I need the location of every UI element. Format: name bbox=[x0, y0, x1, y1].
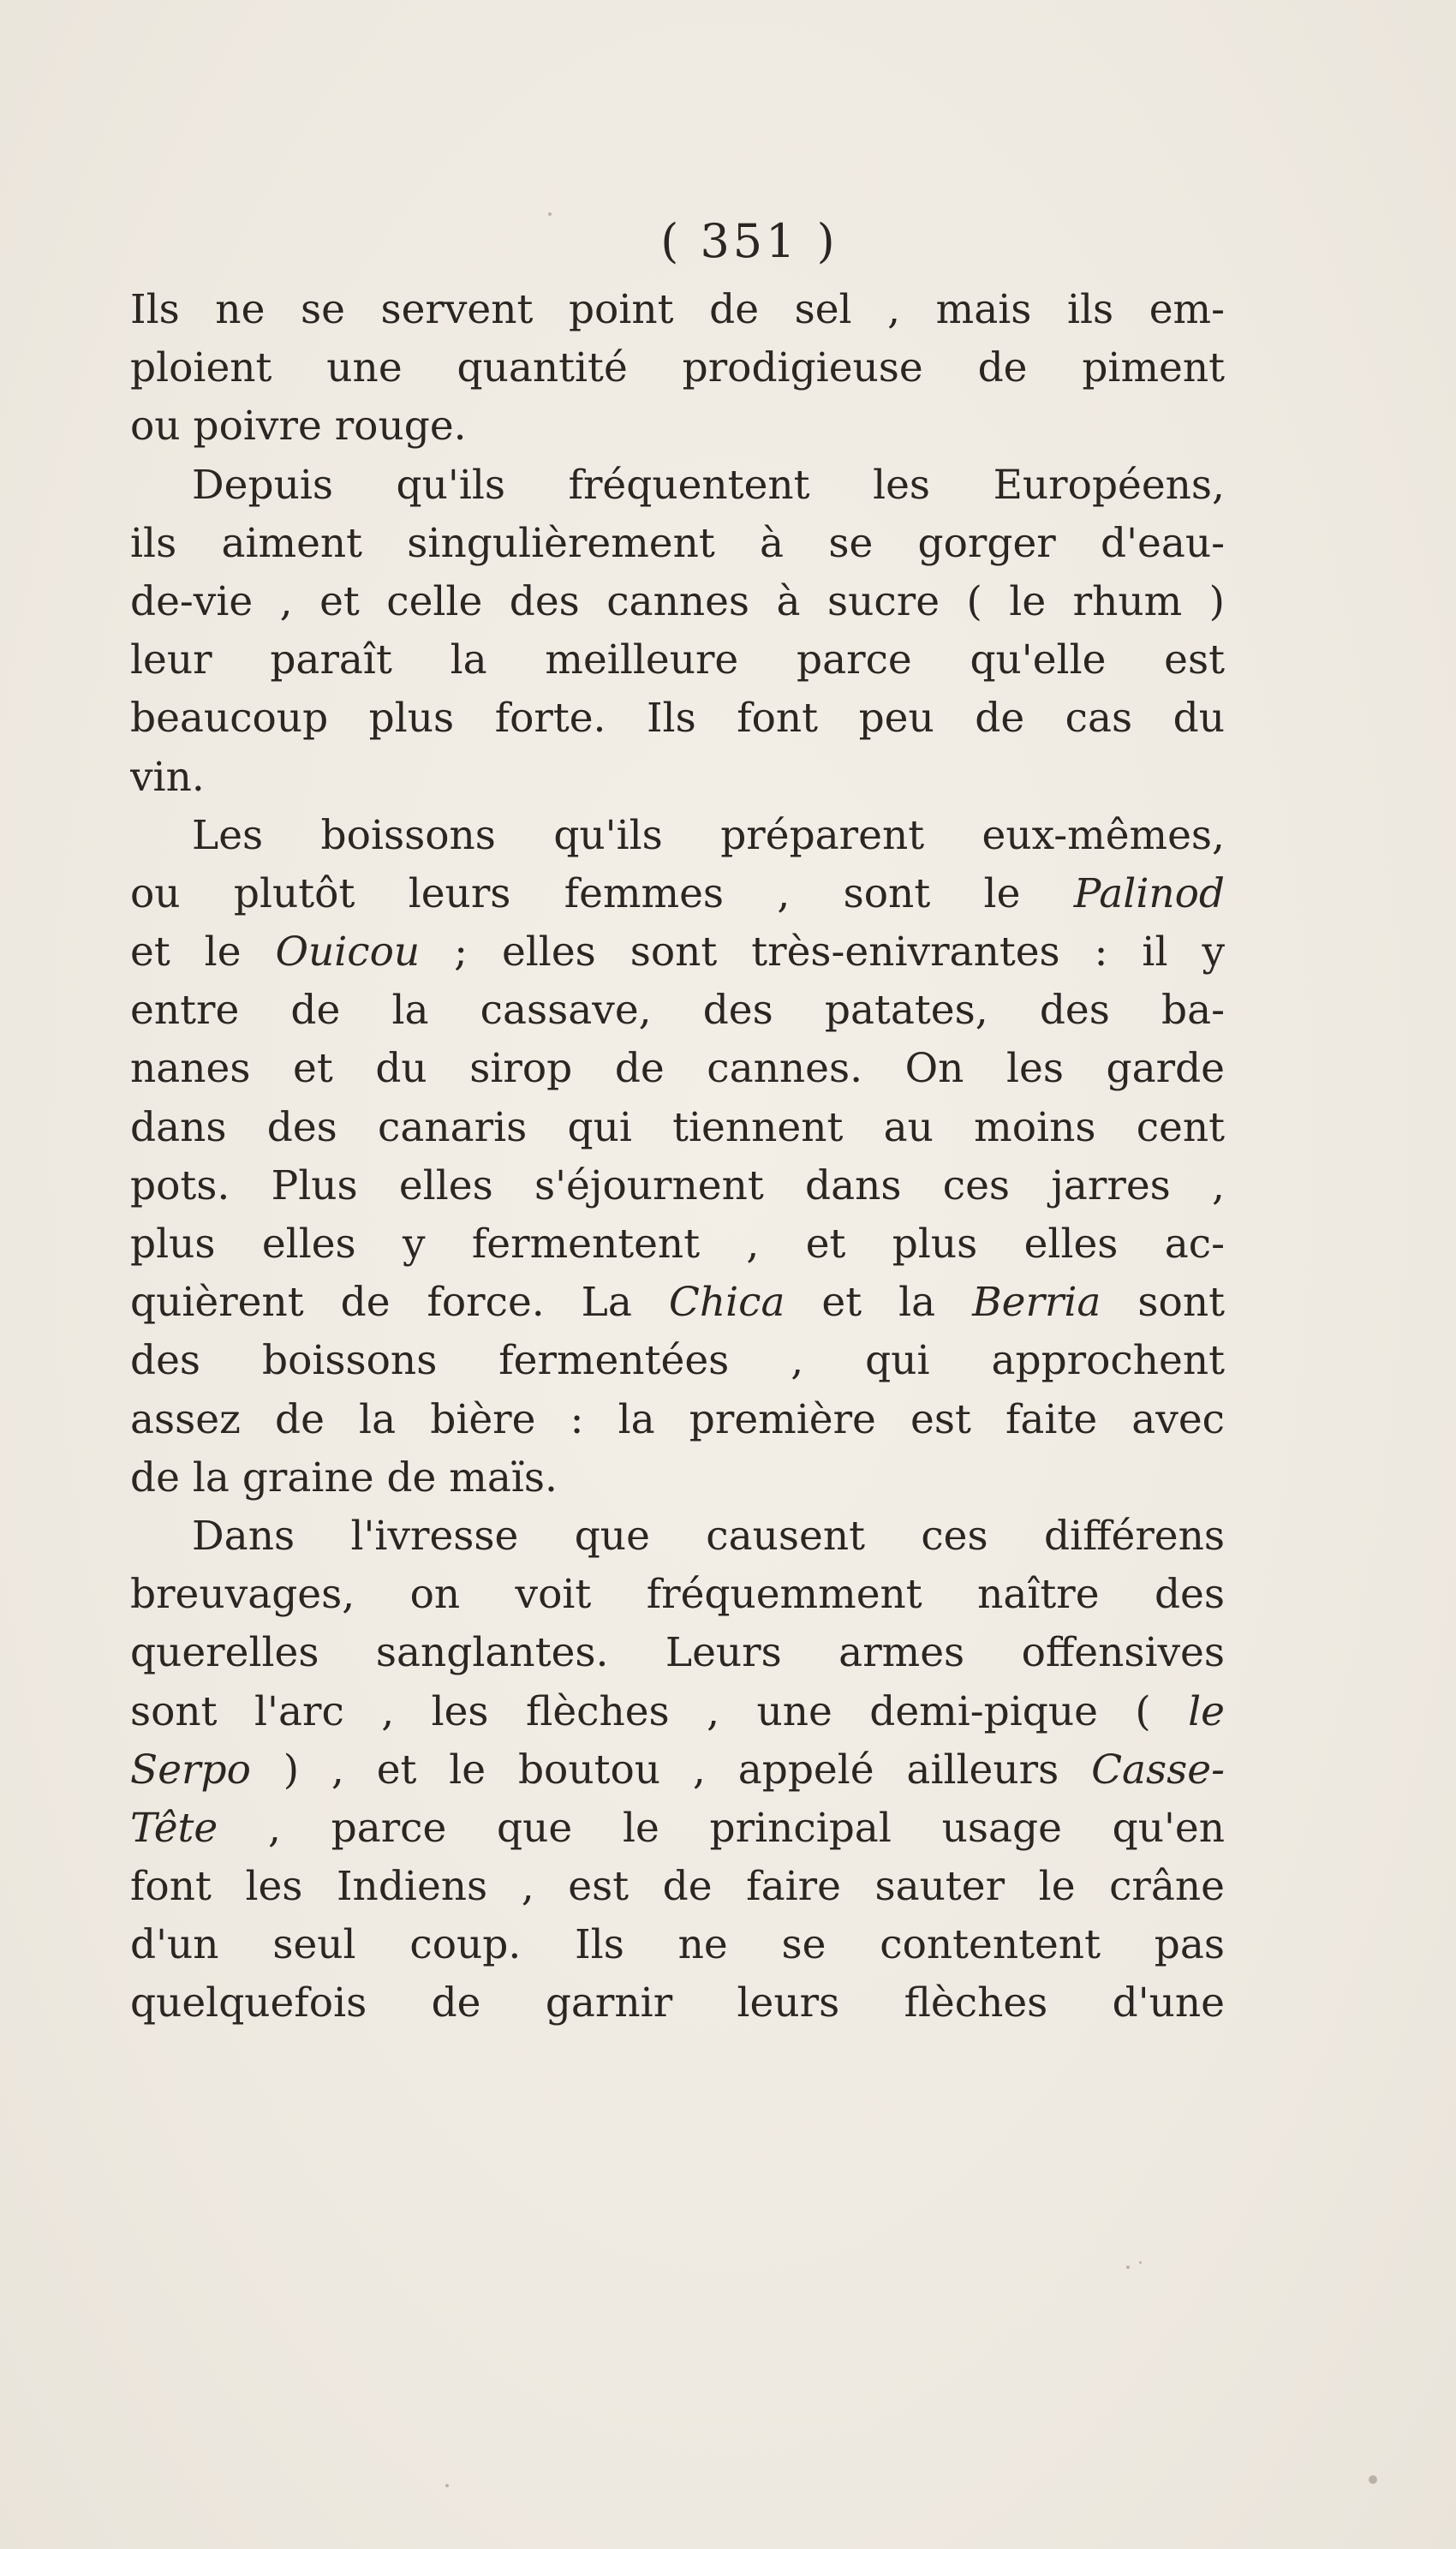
text-line: leur paraît la meilleure parce qu'elle est bbox=[130, 636, 1225, 684]
text-run: ou plutôt leurs femmes , sont le bbox=[130, 869, 1074, 917]
text-line bbox=[130, 923, 1225, 982]
text-line: beaucoup plus forte. Ils font peu de cas du bbox=[130, 695, 1225, 743]
text-line: entre de la cassave, des patates, des ba- bbox=[130, 987, 1225, 1035]
italic-term-tete: Tête bbox=[130, 1804, 218, 1852]
text-line: de la graine de maïs. bbox=[130, 1454, 558, 1501]
paper-speck bbox=[548, 212, 552, 216]
paper-speck bbox=[445, 2484, 449, 2487]
page-number: ( 351 ) bbox=[660, 214, 838, 268]
text-line bbox=[130, 865, 1225, 923]
text-line: breuvages, on voit fréquemment naître des bbox=[130, 1571, 1225, 1619]
text-line: Ils ne se servent point de sel , mais ils em- bbox=[130, 286, 1225, 333]
text-run: , parce que le principal usage qu'en bbox=[218, 1804, 1225, 1852]
text-run: sont l'arc , les flèches , une demi-pique ( bbox=[130, 1687, 1189, 1735]
text-run: sont bbox=[1101, 1279, 1225, 1327]
italic-term-berria: Berria bbox=[972, 1279, 1101, 1327]
text-line: nanes et du sirop de cannes. On les garde bbox=[130, 1045, 1225, 1093]
text-run: et la bbox=[785, 1279, 973, 1327]
text-line: Les boissons qu'ils préparent eux-mêmes, bbox=[192, 811, 1225, 859]
text-line: d'un seul coup. Ils ne se contentent pas bbox=[130, 1921, 1225, 1969]
italic-term-palinod: Palinod bbox=[1073, 869, 1225, 917]
paper-speck bbox=[1139, 2261, 1142, 2264]
paper-speck bbox=[1126, 2265, 1130, 2269]
italic-term-le: le bbox=[1188, 1687, 1225, 1735]
paper-speck bbox=[1369, 2475, 1377, 2484]
text-line: pots. Plus elles s'éjournent dans ces jarres , bbox=[130, 1161, 1225, 1209]
text-run: ; elles sont très-enivrantes : il y bbox=[420, 928, 1225, 976]
text-line: vin. bbox=[130, 753, 205, 801]
text-line: Depuis qu'ils fréquentent les Européens, bbox=[192, 461, 1225, 509]
text-line bbox=[130, 1274, 1225, 1332]
text-line: quelquefois de garnir leurs flèches d'une bbox=[130, 1979, 1225, 2027]
text-run: ) , et le boutou , appelé ailleurs bbox=[250, 1746, 1092, 1794]
text-line: querelles sanglantes. Leurs armes offensives bbox=[130, 1629, 1225, 1677]
text-line: assez de la bière : la première est faite avec bbox=[130, 1395, 1225, 1443]
text-line bbox=[130, 1741, 1225, 1800]
italic-term-chica: Chica bbox=[668, 1279, 785, 1327]
text-line: plus elles y fermentent , et plus elles ac- bbox=[130, 1221, 1225, 1268]
text-line: ou poivre rouge. bbox=[130, 403, 467, 451]
text-line: ils aiment singulièrement à se gorger d'eau- bbox=[130, 519, 1225, 567]
text-line bbox=[130, 1800, 1225, 1858]
italic-term-casse: Casse- bbox=[1091, 1746, 1225, 1794]
text-run: quièrent de force. La bbox=[130, 1279, 669, 1327]
text-line: des boissons fermentées , qui approchent bbox=[130, 1337, 1225, 1385]
body-text bbox=[130, 281, 1225, 2033]
text-line bbox=[130, 1683, 1225, 1741]
text-line: de-vie , et celle des cannes à sucre ( le rhum ) bbox=[130, 577, 1225, 625]
text-run: et le bbox=[130, 928, 276, 976]
text-line: font les Indiens , est de faire sauter le crâne bbox=[130, 1863, 1225, 1911]
text-line: dans des canaris qui tiennent au moins cent bbox=[130, 1103, 1225, 1151]
italic-term-ouicou: Ouicou bbox=[275, 928, 421, 976]
italic-term-serpo: Serpo bbox=[130, 1746, 251, 1794]
text-line: ploient une quantité prodigieuse de piment bbox=[130, 344, 1225, 392]
text-line: Dans l'ivresse que causent ces différens bbox=[192, 1512, 1225, 1560]
